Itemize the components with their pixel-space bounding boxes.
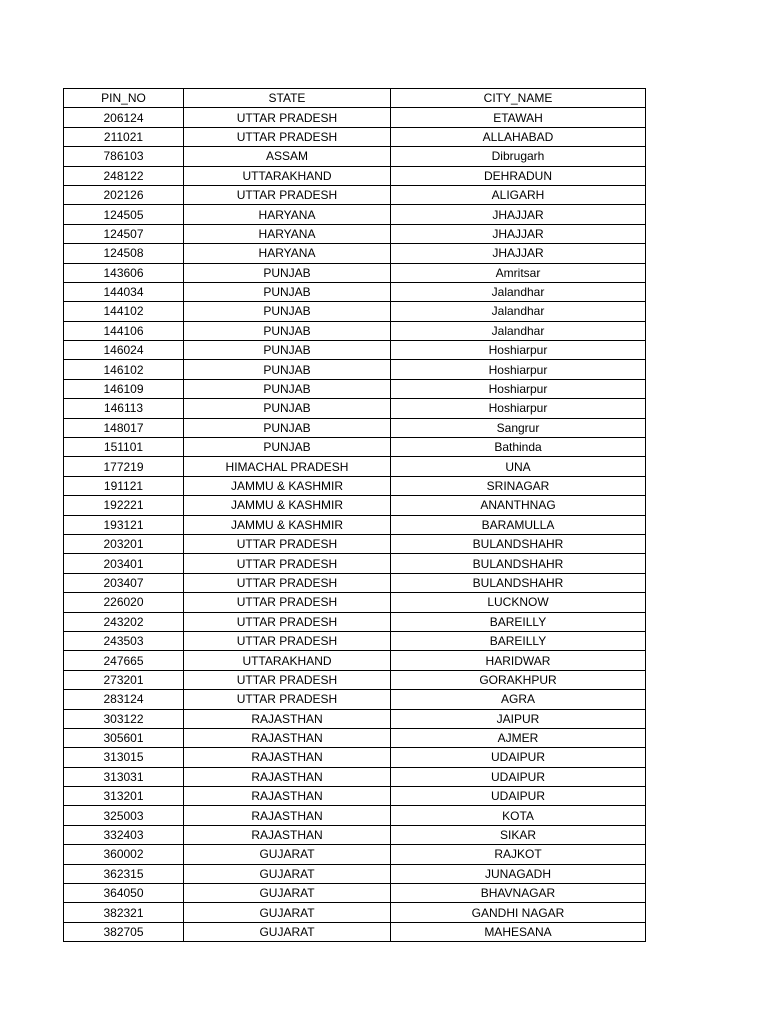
table-row [64, 438, 646, 457]
table-row [64, 903, 646, 922]
city-name-cell: JHAJJAR [391, 224, 646, 243]
pin-no-cell: 146109 [64, 379, 184, 398]
state-cell: PUNJAB [184, 321, 391, 340]
pin-no-cell: 193121 [64, 515, 184, 534]
city-name-cell: RAJKOT [391, 845, 646, 864]
state-cell: GUJARAT [184, 903, 391, 922]
column-header-state: STATE [184, 89, 391, 108]
state-cell: ASSAM [184, 147, 391, 166]
table-row [64, 690, 646, 709]
table-row [64, 127, 646, 146]
state-cell: HARYANA [184, 224, 391, 243]
city-name-cell: AGRA [391, 690, 646, 709]
table-row [64, 108, 646, 127]
state-cell: JAMMU & KASHMIR [184, 496, 391, 515]
table-row [64, 593, 646, 612]
pin-no-cell: 143606 [64, 263, 184, 282]
city-name-cell: Bathinda [391, 438, 646, 457]
pin-no-cell: 144034 [64, 282, 184, 301]
pin-no-cell: 191121 [64, 476, 184, 495]
table-row [64, 185, 646, 204]
state-cell: RAJASTHAN [184, 709, 391, 728]
pin-no-cell: 283124 [64, 690, 184, 709]
state-cell: RAJASTHAN [184, 728, 391, 747]
state-cell: GUJARAT [184, 845, 391, 864]
state-cell: GUJARAT [184, 884, 391, 903]
table-row [64, 379, 646, 398]
state-cell: UTTAR PRADESH [184, 593, 391, 612]
city-name-cell: LUCKNOW [391, 593, 646, 612]
state-cell: UTTARAKHAND [184, 651, 391, 670]
column-header-pin-no: PIN_NO [64, 89, 184, 108]
pin-no-cell: 313201 [64, 787, 184, 806]
table-header [64, 89, 646, 108]
pin-no-cell: 146102 [64, 360, 184, 379]
table-row [64, 767, 646, 786]
table-row [64, 864, 646, 883]
pin-no-cell: 192221 [64, 496, 184, 515]
state-cell: RAJASTHAN [184, 787, 391, 806]
city-name-cell: BULANDSHAHR [391, 534, 646, 553]
table-row [64, 922, 646, 941]
pin-no-cell: 203201 [64, 534, 184, 553]
city-name-cell: BHAVNAGAR [391, 884, 646, 903]
city-name-cell: UNA [391, 457, 646, 476]
pin-no-cell: 247665 [64, 651, 184, 670]
table-row [64, 496, 646, 515]
city-name-cell: Jalandhar [391, 321, 646, 340]
table-row [64, 612, 646, 631]
city-name-cell: ANANTHNAG [391, 496, 646, 515]
pin-no-cell: 144102 [64, 302, 184, 321]
city-name-cell: Jalandhar [391, 302, 646, 321]
city-name-cell: HARIDWAR [391, 651, 646, 670]
pin-no-cell: 273201 [64, 670, 184, 689]
state-cell: UTTAR PRADESH [184, 185, 391, 204]
pin-no-cell: 360002 [64, 845, 184, 864]
city-name-cell: UDAIPUR [391, 787, 646, 806]
table-row [64, 728, 646, 747]
city-name-cell: KOTA [391, 806, 646, 825]
state-cell: PUNJAB [184, 282, 391, 301]
pin-no-cell: 124507 [64, 224, 184, 243]
pin-no-cell: 243202 [64, 612, 184, 631]
table-row [64, 884, 646, 903]
pin-no-cell: 203401 [64, 554, 184, 573]
pin-no-cell: 144106 [64, 321, 184, 340]
state-cell: UTTAR PRADESH [184, 108, 391, 127]
state-cell: HARYANA [184, 205, 391, 224]
table-row [64, 806, 646, 825]
city-name-cell: BAREILLY [391, 631, 646, 650]
state-cell: GUJARAT [184, 922, 391, 941]
table-row [64, 147, 646, 166]
state-cell: PUNJAB [184, 302, 391, 321]
state-cell: UTTAR PRADESH [184, 612, 391, 631]
city-name-cell: JHAJJAR [391, 244, 646, 263]
state-cell: PUNJAB [184, 438, 391, 457]
city-name-cell: DEHRADUN [391, 166, 646, 185]
pin-no-cell: 364050 [64, 884, 184, 903]
city-name-cell: JAIPUR [391, 709, 646, 728]
pin-no-cell: 151101 [64, 438, 184, 457]
city-name-cell: GORAKHPUR [391, 670, 646, 689]
pin-code-table [63, 88, 646, 942]
city-name-cell: Hoshiarpur [391, 379, 646, 398]
pin-no-cell: 124505 [64, 205, 184, 224]
state-cell: PUNJAB [184, 399, 391, 418]
table-row [64, 166, 646, 185]
table-row [64, 476, 646, 495]
city-name-cell: MAHESANA [391, 922, 646, 941]
table-row [64, 631, 646, 650]
pin-no-cell: 202126 [64, 185, 184, 204]
pin-no-cell: 362315 [64, 864, 184, 883]
table-body [64, 108, 646, 942]
city-name-cell: GANDHI NAGAR [391, 903, 646, 922]
table-row [64, 515, 646, 534]
table-row [64, 224, 646, 243]
table-row [64, 205, 646, 224]
city-name-cell: SRINAGAR [391, 476, 646, 495]
table-row [64, 282, 646, 301]
header-row [64, 89, 646, 108]
state-cell: RAJASTHAN [184, 767, 391, 786]
table-row [64, 418, 646, 437]
state-cell: UTTAR PRADESH [184, 554, 391, 573]
pin-no-cell: 248122 [64, 166, 184, 185]
state-cell: GUJARAT [184, 864, 391, 883]
pin-no-cell: 382705 [64, 922, 184, 941]
table-row [64, 825, 646, 844]
state-cell: PUNJAB [184, 341, 391, 360]
state-cell: JAMMU & KASHMIR [184, 476, 391, 495]
table-row [64, 845, 646, 864]
state-cell: HARYANA [184, 244, 391, 263]
city-name-cell: Amritsar [391, 263, 646, 282]
table-row [64, 534, 646, 553]
city-name-cell: Hoshiarpur [391, 360, 646, 379]
table-row [64, 457, 646, 476]
city-name-cell: BAREILLY [391, 612, 646, 631]
state-cell: UTTAR PRADESH [184, 534, 391, 553]
state-cell: UTTAR PRADESH [184, 631, 391, 650]
table-row [64, 244, 646, 263]
pin-no-cell: 146024 [64, 341, 184, 360]
city-name-cell: AJMER [391, 728, 646, 747]
table-row [64, 709, 646, 728]
state-cell: RAJASTHAN [184, 825, 391, 844]
column-header-city-name: CITY_NAME [391, 89, 646, 108]
pin-no-cell: 211021 [64, 127, 184, 146]
state-cell: HIMACHAL PRADESH [184, 457, 391, 476]
city-name-cell: UDAIPUR [391, 748, 646, 767]
city-name-cell: BULANDSHAHR [391, 573, 646, 592]
table-row [64, 573, 646, 592]
pin-no-cell: 313031 [64, 767, 184, 786]
table-row [64, 302, 646, 321]
state-cell: PUNJAB [184, 418, 391, 437]
table-row [64, 748, 646, 767]
table-row [64, 554, 646, 573]
state-cell: UTTAR PRADESH [184, 670, 391, 689]
state-cell: PUNJAB [184, 360, 391, 379]
pin-no-cell: 206124 [64, 108, 184, 127]
table-row [64, 263, 646, 282]
city-name-cell: BARAMULLA [391, 515, 646, 534]
city-name-cell: JUNAGADH [391, 864, 646, 883]
pin-no-cell: 786103 [64, 147, 184, 166]
pin-no-cell: 177219 [64, 457, 184, 476]
pin-no-cell: 305601 [64, 728, 184, 747]
table-row [64, 360, 646, 379]
pin-no-cell: 325003 [64, 806, 184, 825]
pin-no-cell: 332403 [64, 825, 184, 844]
city-name-cell: Jalandhar [391, 282, 646, 301]
table-row [64, 651, 646, 670]
city-name-cell: ALLAHABAD [391, 127, 646, 146]
pin-no-cell: 313015 [64, 748, 184, 767]
city-name-cell: Hoshiarpur [391, 341, 646, 360]
pin-no-cell: 146113 [64, 399, 184, 418]
state-cell: UTTAR PRADESH [184, 690, 391, 709]
state-cell: UTTARAKHAND [184, 166, 391, 185]
state-cell: RAJASTHAN [184, 806, 391, 825]
city-name-cell: Sangrur [391, 418, 646, 437]
city-name-cell: ALIGARH [391, 185, 646, 204]
city-name-cell: Dibrugarh [391, 147, 646, 166]
pin-no-cell: 382321 [64, 903, 184, 922]
state-cell: PUNJAB [184, 379, 391, 398]
city-name-cell: Hoshiarpur [391, 399, 646, 418]
pin-no-cell: 303122 [64, 709, 184, 728]
state-cell: PUNJAB [184, 263, 391, 282]
pin-no-cell: 226020 [64, 593, 184, 612]
pin-no-cell: 243503 [64, 631, 184, 650]
table-row [64, 787, 646, 806]
table-row [64, 670, 646, 689]
table-row [64, 399, 646, 418]
state-cell: UTTAR PRADESH [184, 573, 391, 592]
table-row [64, 321, 646, 340]
pin-no-cell: 203407 [64, 573, 184, 592]
state-cell: JAMMU & KASHMIR [184, 515, 391, 534]
city-name-cell: UDAIPUR [391, 767, 646, 786]
table-row [64, 341, 646, 360]
state-cell: RAJASTHAN [184, 748, 391, 767]
city-name-cell: BULANDSHAHR [391, 554, 646, 573]
state-cell: UTTAR PRADESH [184, 127, 391, 146]
pin-no-cell: 124508 [64, 244, 184, 263]
city-name-cell: JHAJJAR [391, 205, 646, 224]
pin-no-cell: 148017 [64, 418, 184, 437]
city-name-cell: ETAWAH [391, 108, 646, 127]
city-name-cell: SIKAR [391, 825, 646, 844]
